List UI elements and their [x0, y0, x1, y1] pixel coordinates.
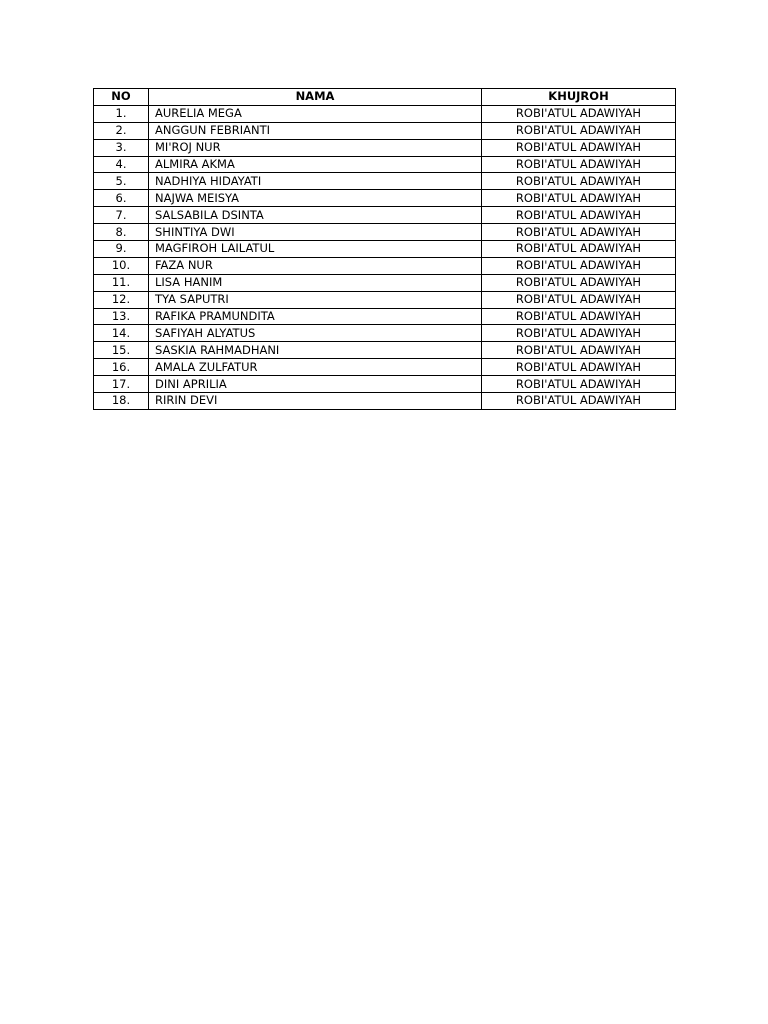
- table-row: [94, 224, 676, 241]
- row-number: 5.: [94, 173, 149, 190]
- student-name: ALMIRA AKMA: [149, 156, 482, 173]
- table-row: [94, 190, 676, 207]
- khujroh-name: ROBI'ATUL ADAWIYAH: [482, 224, 676, 241]
- student-name: RIRIN DEVI: [149, 393, 482, 410]
- khujroh-name: ROBI'ATUL ADAWIYAH: [482, 308, 676, 325]
- student-name: RAFIKA PRAMUNDITA: [149, 308, 482, 325]
- row-number: 12.: [94, 291, 149, 308]
- khujroh-name: ROBI'ATUL ADAWIYAH: [482, 291, 676, 308]
- row-number: 10.: [94, 257, 149, 274]
- row-number: 14.: [94, 325, 149, 342]
- header-row: [94, 89, 676, 106]
- table-header: [94, 89, 676, 106]
- table-row: [94, 342, 676, 359]
- student-name: SALSABILA DSINTA: [149, 207, 482, 224]
- student-roster-table: [93, 88, 676, 410]
- row-number: 16.: [94, 359, 149, 376]
- khujroh-name: ROBI'ATUL ADAWIYAH: [482, 173, 676, 190]
- khujroh-name: ROBI'ATUL ADAWIYAH: [482, 105, 676, 122]
- table-row: [94, 257, 676, 274]
- table-row: [94, 122, 676, 139]
- student-name: TYA SAPUTRI: [149, 291, 482, 308]
- row-number: 4.: [94, 156, 149, 173]
- student-name: AMALA ZULFATUR: [149, 359, 482, 376]
- student-name: FAZA NUR: [149, 257, 482, 274]
- khujroh-name: ROBI'ATUL ADAWIYAH: [482, 207, 676, 224]
- header-nama: NAMA: [149, 89, 482, 106]
- table-row: [94, 376, 676, 393]
- khujroh-name: ROBI'ATUL ADAWIYAH: [482, 342, 676, 359]
- student-name: ANGGUN FEBRIANTI: [149, 122, 482, 139]
- table-row: [94, 139, 676, 156]
- row-number: 17.: [94, 376, 149, 393]
- row-number: 6.: [94, 190, 149, 207]
- table-row: [94, 291, 676, 308]
- student-name: MAGFIROH LAILATUL: [149, 241, 482, 258]
- table-row: [94, 173, 676, 190]
- row-number: 1.: [94, 105, 149, 122]
- row-number: 13.: [94, 308, 149, 325]
- table-row: [94, 325, 676, 342]
- khujroh-name: ROBI'ATUL ADAWIYAH: [482, 325, 676, 342]
- table-row: [94, 393, 676, 410]
- khujroh-name: ROBI'ATUL ADAWIYAH: [482, 274, 676, 291]
- row-number: 8.: [94, 224, 149, 241]
- khujroh-name: ROBI'ATUL ADAWIYAH: [482, 257, 676, 274]
- table-row: [94, 156, 676, 173]
- student-name: AURELIA MEGA: [149, 105, 482, 122]
- row-number: 11.: [94, 274, 149, 291]
- student-name: MI'ROJ NUR: [149, 139, 482, 156]
- row-number: 9.: [94, 241, 149, 258]
- row-number: 7.: [94, 207, 149, 224]
- table-row: [94, 308, 676, 325]
- row-number: 15.: [94, 342, 149, 359]
- khujroh-name: ROBI'ATUL ADAWIYAH: [482, 190, 676, 207]
- khujroh-name: ROBI'ATUL ADAWIYAH: [482, 393, 676, 410]
- table-row: [94, 359, 676, 376]
- student-name: SAFIYAH ALYATUS: [149, 325, 482, 342]
- row-number: 3.: [94, 139, 149, 156]
- khujroh-name: ROBI'ATUL ADAWIYAH: [482, 241, 676, 258]
- row-number: 18.: [94, 393, 149, 410]
- khujroh-name: ROBI'ATUL ADAWIYAH: [482, 376, 676, 393]
- student-name: SHINTIYA DWI: [149, 224, 482, 241]
- table-row: [94, 105, 676, 122]
- khujroh-name: ROBI'ATUL ADAWIYAH: [482, 359, 676, 376]
- table-body: [94, 105, 676, 409]
- table-row: [94, 241, 676, 258]
- table-row: [94, 207, 676, 224]
- header-no: NO: [94, 89, 149, 106]
- khujroh-name: ROBI'ATUL ADAWIYAH: [482, 122, 676, 139]
- khujroh-name: ROBI'ATUL ADAWIYAH: [482, 156, 676, 173]
- row-number: 2.: [94, 122, 149, 139]
- student-name: NAJWA MEISYA: [149, 190, 482, 207]
- table-row: [94, 274, 676, 291]
- student-name: LISA HANIM: [149, 274, 482, 291]
- khujroh-name: ROBI'ATUL ADAWIYAH: [482, 139, 676, 156]
- student-name: NADHIYA HIDAYATI: [149, 173, 482, 190]
- header-khujroh: KHUJROH: [482, 89, 676, 106]
- student-name: SASKIA RAHMADHANI: [149, 342, 482, 359]
- student-name: DINI APRILIA: [149, 376, 482, 393]
